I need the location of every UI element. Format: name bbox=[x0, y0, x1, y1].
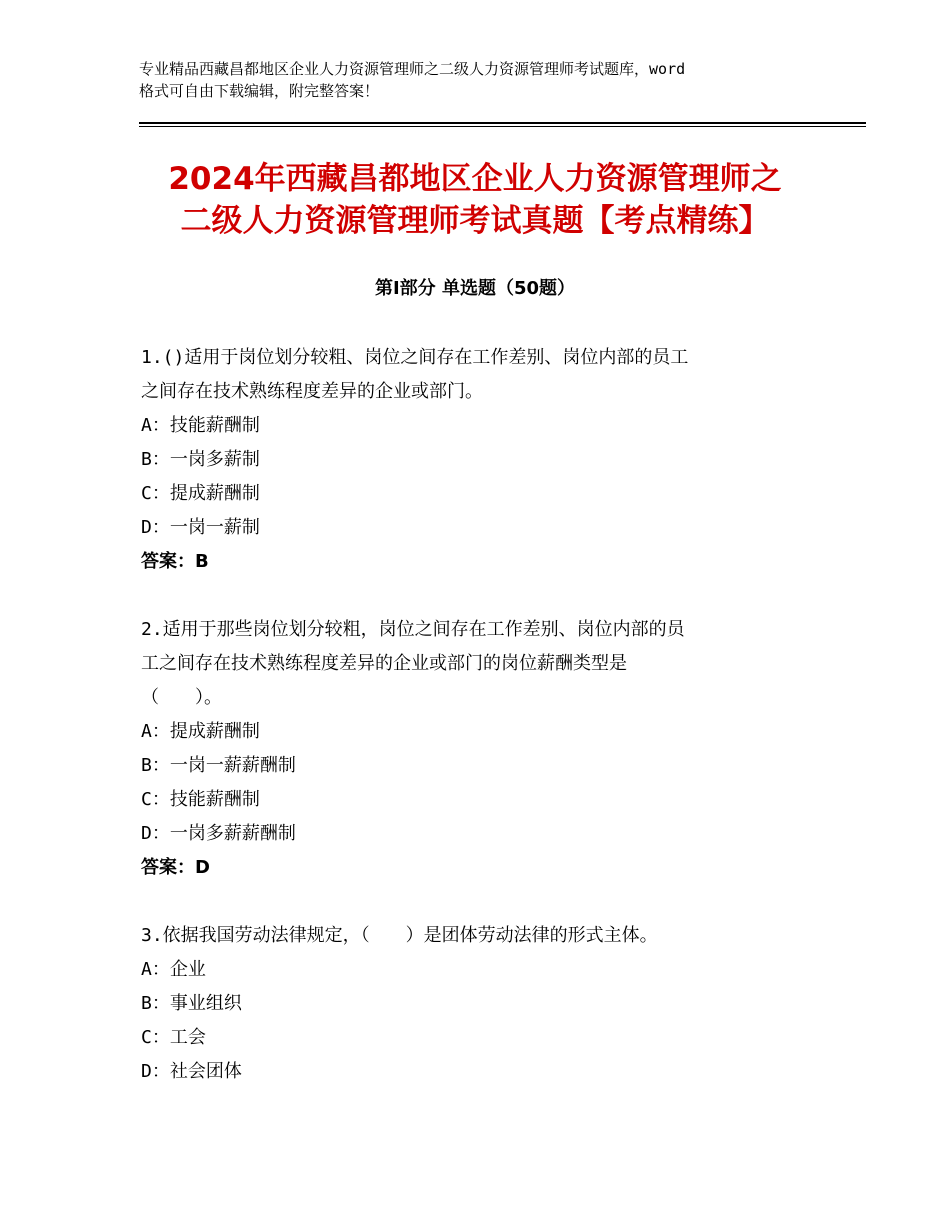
option-b: B：一岗一薪薪酬制 bbox=[141, 755, 296, 776]
question-2 bbox=[141, 613, 801, 885]
document-title-line-2: 二级人力资源管理师考试真题【考点精练】 bbox=[180, 203, 770, 239]
header-note-line-2: 格式可自由下载编辑，附完整答案！ bbox=[139, 82, 380, 100]
question-stem-line: 1.()适用于岗位划分较粗、岗位之间存在工作差别、岗位内部的员工 bbox=[141, 347, 689, 368]
option-c: C：技能薪酬制 bbox=[141, 789, 260, 810]
option-a: A：企业 bbox=[141, 959, 206, 980]
question-1 bbox=[141, 341, 801, 579]
question-stem bbox=[141, 341, 801, 409]
header-note bbox=[139, 58, 829, 102]
question-list bbox=[141, 341, 801, 1123]
question-stem-line: 2.适用于那些岗位划分较粗，岗位之间存在工作差别、岗位内部的员 bbox=[141, 619, 685, 640]
option-b: B：一岗多薪制 bbox=[141, 449, 260, 470]
option-c: C：工会 bbox=[141, 1027, 206, 1048]
question-stem-line: 工之间存在技术熟练程度差异的企业或部门的岗位薪酬类型是 bbox=[141, 653, 627, 674]
option-b: B：事业组织 bbox=[141, 993, 242, 1014]
header-note-line-1: 专业精品西藏昌都地区企业人力资源管理师之二级人力资源管理师考试题库，word bbox=[139, 60, 686, 78]
header-divider-thin bbox=[139, 126, 866, 127]
header-divider-thick bbox=[139, 122, 866, 124]
question-stem bbox=[141, 613, 801, 715]
option-a: A：技能薪酬制 bbox=[141, 415, 260, 436]
option-a: A：提成薪酬制 bbox=[141, 721, 260, 742]
option-d: D：一岗一薪制 bbox=[141, 517, 260, 538]
question-stem-line: 之间存在技术熟练程度差异的企业或部门。 bbox=[141, 381, 483, 402]
answer-label: 答案：D bbox=[141, 857, 210, 878]
option-d: D：社会团体 bbox=[141, 1061, 242, 1082]
question-stem bbox=[141, 919, 801, 953]
question-stem-line: 3.依据我国劳动法律规定，（ ）是团体劳动法律的形式主体。 bbox=[141, 925, 658, 946]
document-title bbox=[100, 158, 850, 242]
question-stem-line: （ ）。 bbox=[141, 687, 222, 708]
option-c: C：提成薪酬制 bbox=[141, 483, 260, 504]
section-title: 第Ⅰ部分 单选题（50题） bbox=[374, 278, 575, 299]
answer-label: 答案：B bbox=[141, 551, 209, 572]
option-d: D：一岗多薪薪酬制 bbox=[141, 823, 296, 844]
document-title-line-1: 2024年西藏昌都地区企业人力资源管理师之 bbox=[168, 161, 782, 197]
question-3 bbox=[141, 919, 801, 1089]
